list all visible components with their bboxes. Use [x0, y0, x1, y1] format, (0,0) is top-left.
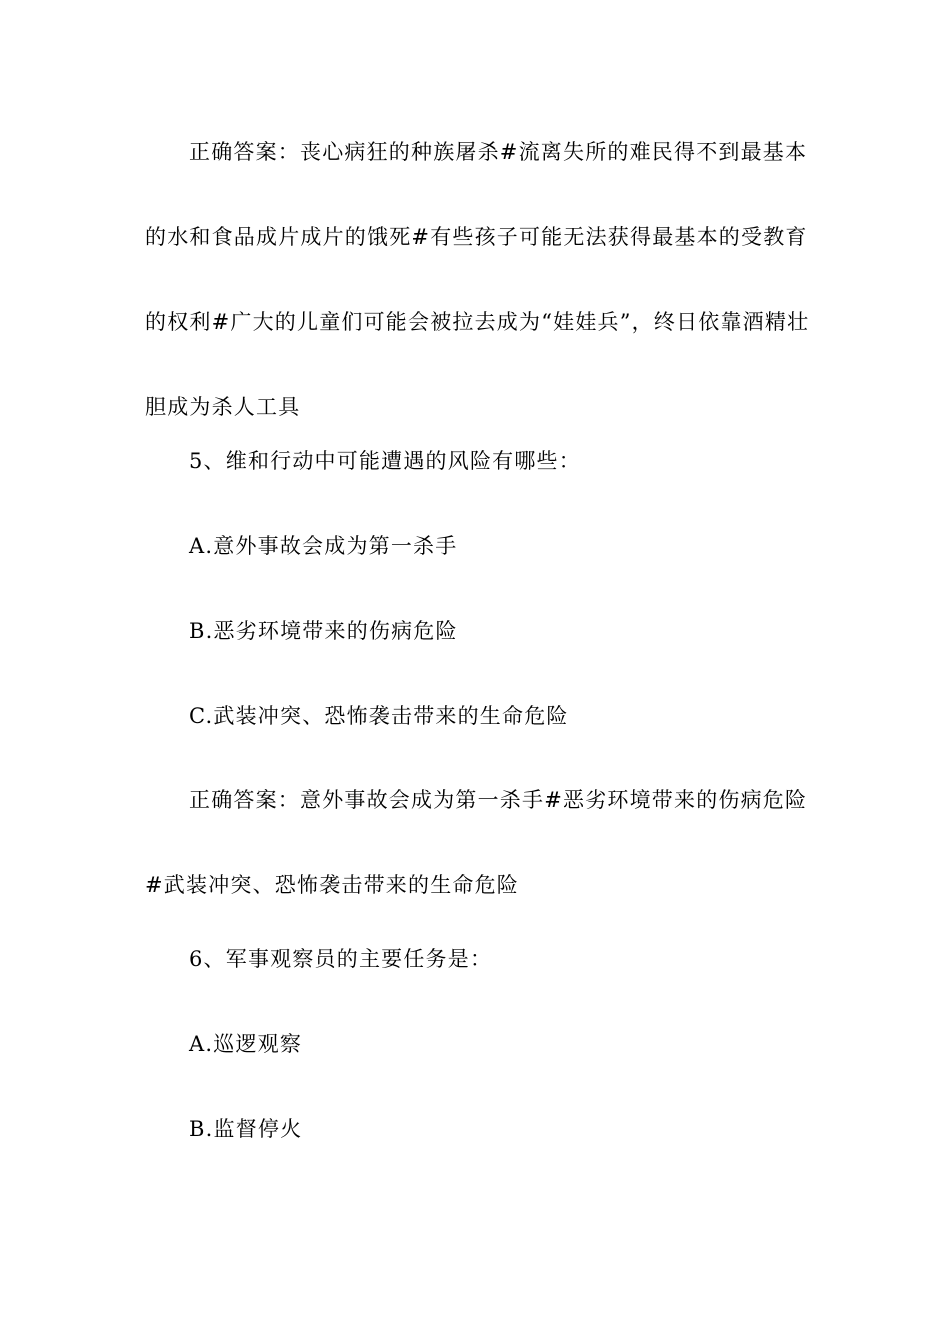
- question-5-option-a: A.意外事故会成为第一杀手: [189, 534, 458, 558]
- question-6-option-a: A.巡逻观察: [189, 1032, 303, 1056]
- question-6-option-b: B.监督停火: [189, 1117, 303, 1141]
- answer-paragraph-q5: 正确答案：意外事故会成为第一杀手#恶劣环境带来的伤病危险#武装冲突、恐怖袭击带来的生命危险: [145, 788, 808, 897]
- question-6-title: 6、军事观察员的主要任务是：: [189, 947, 493, 971]
- question-5-option-b: B.恶劣环境带来的伤病危险: [189, 619, 458, 643]
- question-5-title: 5、维和行动中可能遭遇的风险有哪些：: [189, 449, 581, 473]
- answer-paragraph-q4: 正确答案：丧心病狂的种族屠杀#流离失所的难民得不到最基本的水和食品成片成片的饿死#有些孩子可能无法获得最基本的受教育的权利#广大的儿童们可能会被拉去成为“娃娃兵”，终日依靠酒精壮胆成为杀人工具: [145, 140, 810, 419]
- question-5-option-c: C.武装冲突、恐怖袭击带来的生命危险: [189, 704, 569, 728]
